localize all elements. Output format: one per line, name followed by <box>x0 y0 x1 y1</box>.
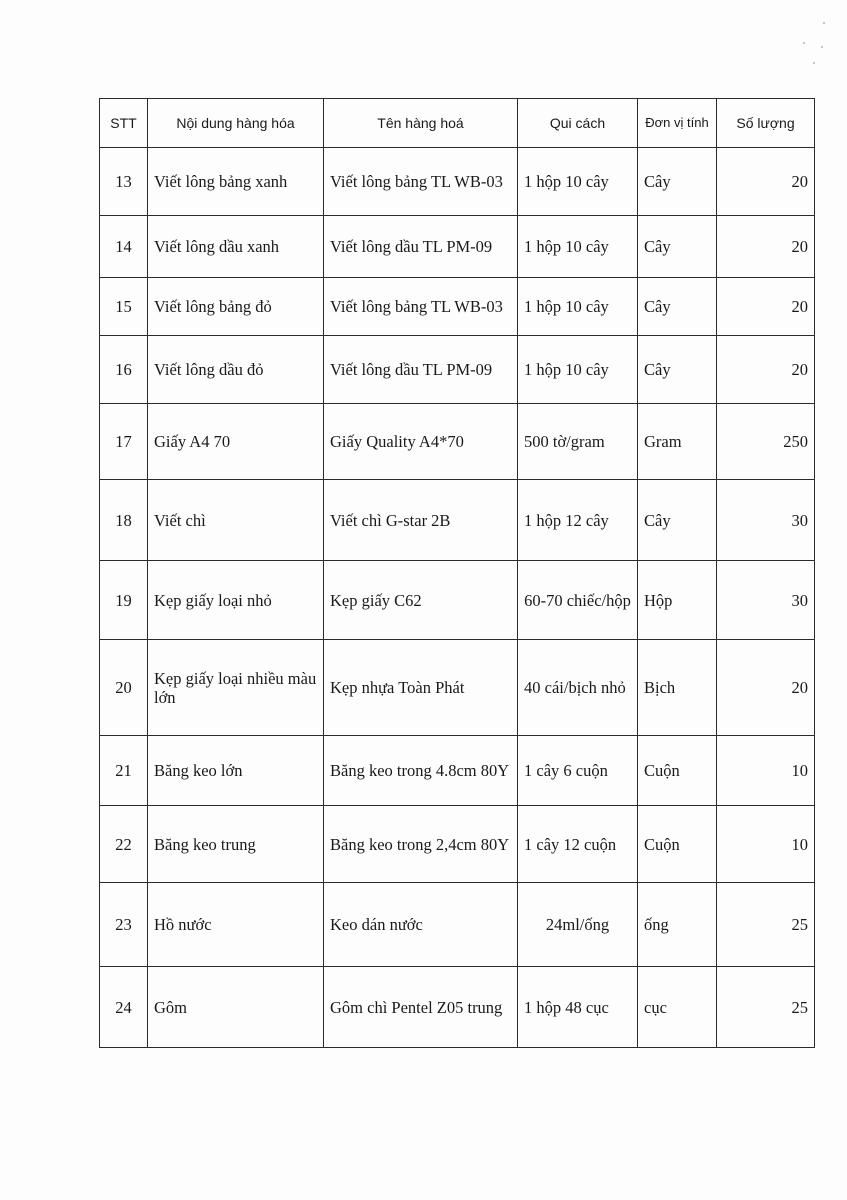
table-row <box>100 967 815 1048</box>
table-row <box>100 278 815 336</box>
cell-spec: 500 tờ/gram <box>518 404 638 480</box>
cell-unit: Cuộn <box>638 736 717 806</box>
cell-quantity: 25 <box>717 967 815 1048</box>
cell-stt: 14 <box>100 216 148 278</box>
cell-content: Viết lông bảng xanh <box>148 148 324 216</box>
cell-quantity: 20 <box>717 640 815 736</box>
cell-content: Băng keo trung <box>148 806 324 883</box>
header-spec: Qui cách <box>518 99 638 148</box>
cell-content: Hồ nước <box>148 883 324 967</box>
cell-name: Băng keo trong 4.8cm 80Y <box>324 736 518 806</box>
cell-unit: Gram <box>638 404 717 480</box>
cell-name: Kẹp giấy C62 <box>324 561 518 640</box>
header-quantity: Số lượng <box>717 99 815 148</box>
cell-stt: 18 <box>100 480 148 561</box>
cell-quantity: 10 <box>717 806 815 883</box>
cell-unit: Cuộn <box>638 806 717 883</box>
cell-name: Giấy Quality A4*70 <box>324 404 518 480</box>
cell-quantity: 20 <box>717 336 815 404</box>
cell-spec: 24ml/ống <box>518 883 638 967</box>
header-content: Nội dung hàng hóa <box>148 99 324 148</box>
cell-content: Kẹp giấy loại nhỏ <box>148 561 324 640</box>
cell-quantity: 30 <box>717 480 815 561</box>
cell-content: Viết lông dầu đỏ <box>148 336 324 404</box>
cell-quantity: 30 <box>717 561 815 640</box>
cell-stt: 16 <box>100 336 148 404</box>
cell-spec: 40 cái/bịch nhỏ <box>518 640 638 736</box>
table-row <box>100 216 815 278</box>
cell-unit: Cây <box>638 278 717 336</box>
header-name: Tên hàng hoá <box>324 99 518 148</box>
table-row <box>100 336 815 404</box>
cell-content: Giấy A4 70 <box>148 404 324 480</box>
goods-table <box>99 98 815 1048</box>
table-row <box>100 404 815 480</box>
cell-quantity: 25 <box>717 883 815 967</box>
cell-name: Viết chì G-star 2B <box>324 480 518 561</box>
cell-content: Viết lông dầu xanh <box>148 216 324 278</box>
cell-quantity: 10 <box>717 736 815 806</box>
cell-content: Viết lông bảng đỏ <box>148 278 324 336</box>
cell-spec: 1 hộp 10 cây <box>518 278 638 336</box>
cell-quantity: 20 <box>717 148 815 216</box>
cell-content: Viết chì <box>148 480 324 561</box>
cell-unit: ống <box>638 883 717 967</box>
cell-stt: 15 <box>100 278 148 336</box>
table-row <box>100 883 815 967</box>
cell-stt: 21 <box>100 736 148 806</box>
cell-unit: Bịch <box>638 640 717 736</box>
cell-spec: 1 hộp 10 cây <box>518 216 638 278</box>
cell-stt: 13 <box>100 148 148 216</box>
cell-quantity: 250 <box>717 404 815 480</box>
cell-name: Kẹp nhựa Toàn Phát <box>324 640 518 736</box>
table-row <box>100 148 815 216</box>
cell-unit: cục <box>638 967 717 1048</box>
table-row <box>100 561 815 640</box>
cell-stt: 23 <box>100 883 148 967</box>
cell-spec: 1 cây 12 cuộn <box>518 806 638 883</box>
cell-content: Gôm <box>148 967 324 1048</box>
cell-spec: 1 cây 6 cuộn <box>518 736 638 806</box>
cell-unit: Cây <box>638 480 717 561</box>
table-row <box>100 640 815 736</box>
cell-name: Viết lông dầu TL PM-09 <box>324 216 518 278</box>
table-row <box>100 806 815 883</box>
cell-stt: 22 <box>100 806 148 883</box>
header-stt: STT <box>100 99 148 148</box>
cell-spec: 1 hộp 48 cục <box>518 967 638 1048</box>
cell-unit: Hộp <box>638 561 717 640</box>
cell-spec: 1 hộp 10 cây <box>518 336 638 404</box>
cell-unit: Cây <box>638 148 717 216</box>
cell-spec: 60-70 chiếc/hộp <box>518 561 638 640</box>
cell-name: Keo dán nước <box>324 883 518 967</box>
cell-name: Gôm chì Pentel Z05 trung <box>324 967 518 1048</box>
cell-name: Viết lông bảng TL WB-03 <box>324 148 518 216</box>
cell-quantity: 20 <box>717 278 815 336</box>
cell-unit: Cây <box>638 216 717 278</box>
cell-content: Kẹp giấy loại nhiều màu lớn <box>148 640 324 736</box>
header-unit: Đơn vị tính <box>638 99 717 148</box>
cell-name: Viết lông bảng TL WB-03 <box>324 278 518 336</box>
table-header-row <box>100 99 815 148</box>
cell-name: Băng keo trong 2,4cm 80Y <box>324 806 518 883</box>
cell-stt: 19 <box>100 561 148 640</box>
scan-specks <box>799 18 829 68</box>
cell-stt: 20 <box>100 640 148 736</box>
cell-name: Viết lông dầu TL PM-09 <box>324 336 518 404</box>
cell-stt: 24 <box>100 967 148 1048</box>
table-row <box>100 736 815 806</box>
table-row <box>100 480 815 561</box>
cell-spec: 1 hộp 12 cây <box>518 480 638 561</box>
cell-unit: Cây <box>638 336 717 404</box>
cell-quantity: 20 <box>717 216 815 278</box>
cell-content: Băng keo lớn <box>148 736 324 806</box>
cell-stt: 17 <box>100 404 148 480</box>
cell-spec: 1 hộp 10 cây <box>518 148 638 216</box>
